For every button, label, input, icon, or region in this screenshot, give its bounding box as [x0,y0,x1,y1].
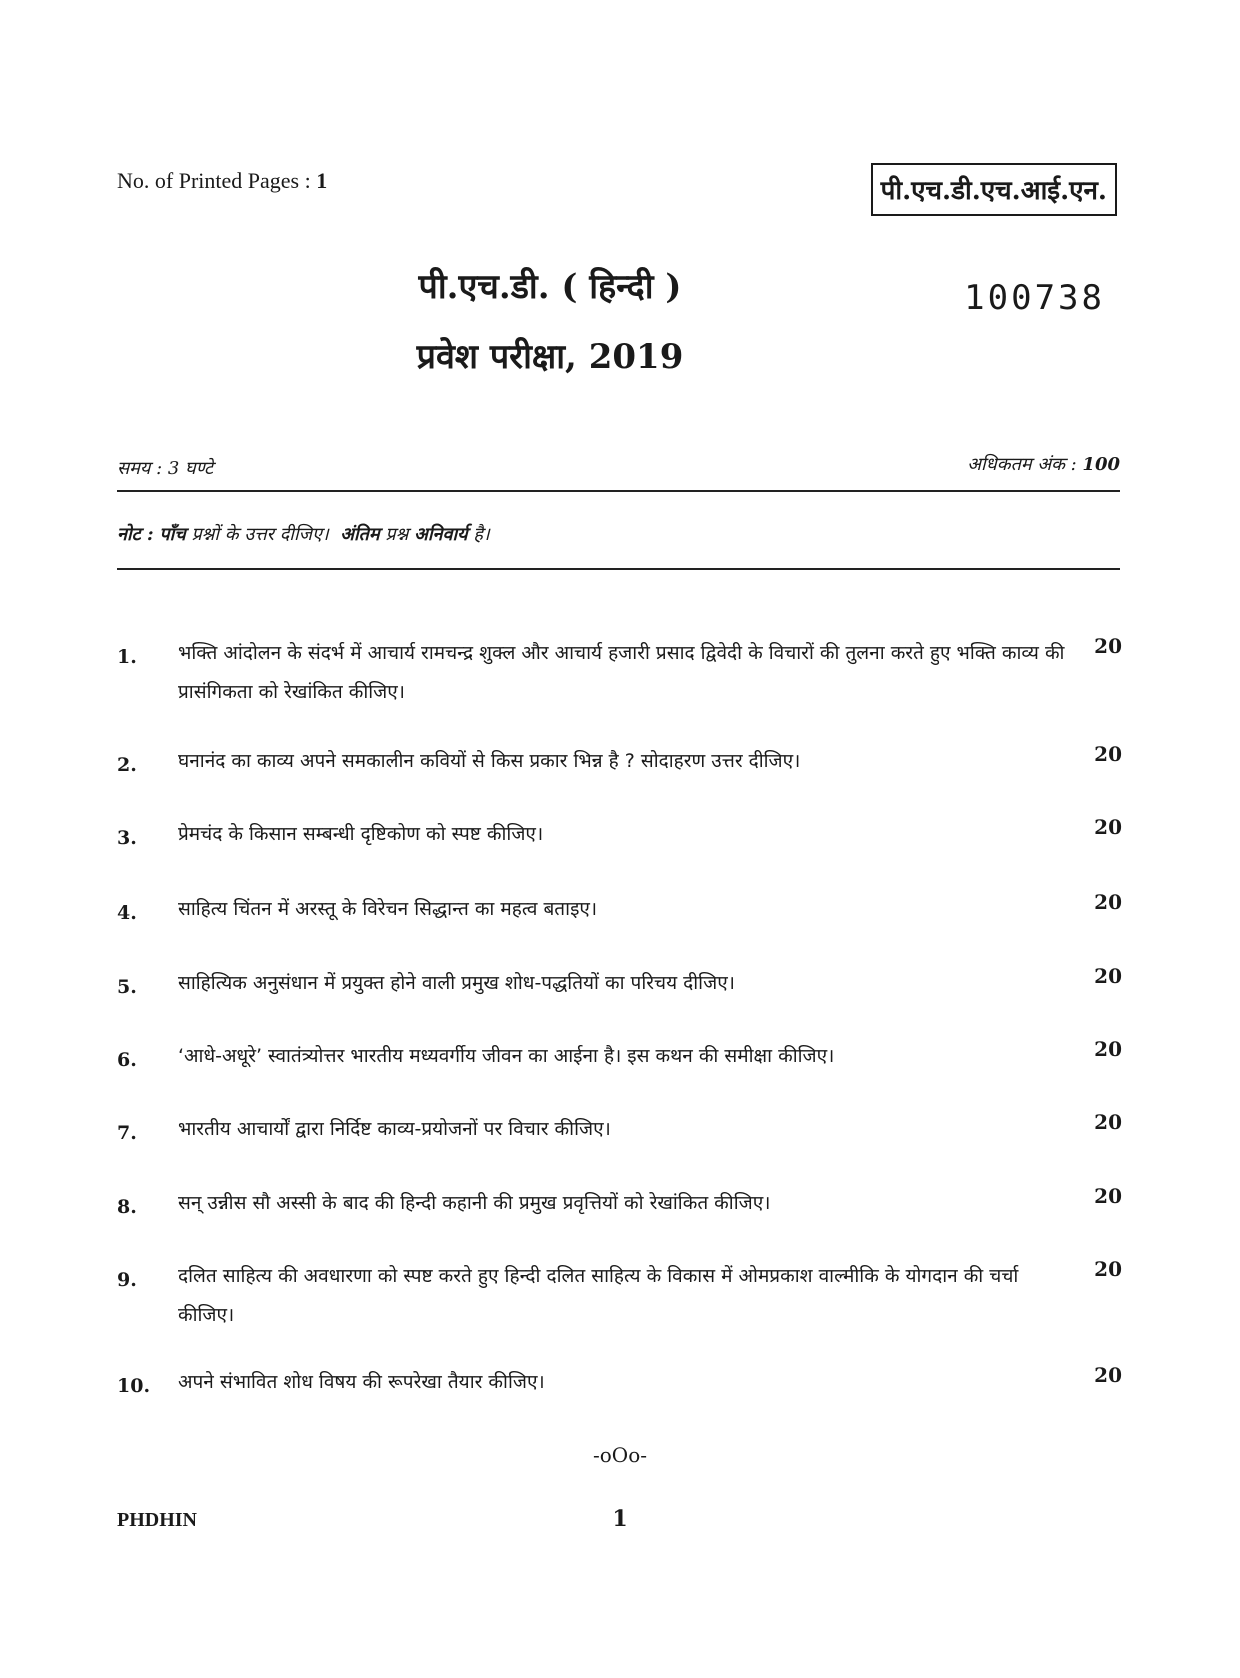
note-bold-2: अंतिम [340,524,380,545]
question-text: साहित्य चिंतन में अरस्तू के विरेचन सिद्धान्त का महत्व बताइए। [178,898,598,920]
question-marks: 20 [1094,1257,1122,1281]
question-number: 2. [117,754,137,776]
question-number: 3. [117,827,137,849]
maximum-marks [967,452,1120,476]
question-text: अपने संभावित शोध विषय की रूपरेखा तैयार कीजिए। [178,1371,545,1393]
question-marks: 20 [1094,890,1122,914]
note-bold-1: पाँच [159,524,186,545]
max-marks-label: अधिकतम अंक : [967,454,1077,475]
exam-title: पी.एच.डी. ( हिन्दी ) [418,267,682,307]
question-text: साहित्यिक अनुसंधान में प्रयुक्त होने वाली प्रमुख शोध-पद्धतियों का परिचय दीजिए। [178,972,735,994]
note-text-2: प्रश्न [385,524,409,545]
question-marks: 20 [1094,1110,1122,1134]
question-number: 9. [117,1269,137,1291]
exam-subtitle: प्रवेश परीक्षा, 2019 [416,337,684,377]
question-marks: 20 [1094,815,1122,839]
printed-pages-label: No. of Printed Pages : [117,168,311,193]
time-allowed: समय : 3 घण्टे [117,458,214,479]
question-text: ‘आधे-अधूरे’ स्वातंत्र्योत्तर भारतीय मध्यवर्गीय जीवन का आईना है। इस कथन की समीक्षा कीजिए। [178,1045,835,1067]
note-prefix: नोट : [117,524,154,545]
question-text: सन् उन्नीस सौ अस्सी के बाद की हिन्दी कहानी की प्रमुख प्रवृत्तियों को रेखांकित कीजिए। [178,1192,771,1214]
question-number: 5. [117,976,137,998]
question-number: 1. [117,646,137,668]
divider-bottom [117,568,1120,570]
printed-pages-count [117,168,327,194]
question-number: 7. [117,1122,137,1144]
page-number: 1 [612,1506,628,1532]
question-marks: 20 [1094,1363,1122,1387]
divider-top [117,490,1120,492]
printed-pages-value: 1 [316,168,328,193]
serial-number: 100738 [964,278,1105,318]
paper-code-box: पी.एच.डी.एच.आई.एन. [871,163,1117,216]
note-bold-3: अनिवार्य [414,524,468,545]
note-text-3: है। [473,524,490,545]
question-number: 8. [117,1196,137,1218]
question-marks: 20 [1094,964,1122,988]
question-marks: 20 [1094,634,1122,658]
question-marks: 20 [1094,742,1122,766]
question-number: 10. [117,1375,151,1397]
question-number: 6. [117,1049,137,1071]
footer-paper-code: PHDHIN [117,1509,197,1531]
question-text: प्रेमचंद के किसान सम्बन्धी दृष्टिकोण को स्पष्ट कीजिए। [178,823,544,845]
question-text: दलित साहित्य की अवधारणा को स्पष्ट करते हुए हिन्दी दलित साहित्य के विकास में ओमप्रकाश वाल्मीकि के योगदान की चर्चा कीजिए। [178,1265,1019,1326]
end-mark: -oOo- [593,1443,647,1467]
question-marks: 20 [1094,1037,1122,1061]
max-marks-value: 100 [1082,454,1120,475]
note-text-1: प्रश्नों के उत्तर दीजिए। [191,524,329,545]
question-marks: 20 [1094,1184,1122,1208]
question-number: 4. [117,902,137,924]
question-text: भक्ति आंदोलन के संदर्भ में आचार्य रामचन्द्र शुक्ल और आचार्य हजारी प्रसाद द्विवेदी के विचारों की तुलना करते हुए भक्ति काव्य की प्रासंगिकता को रेखांकित कीजिए। [178,642,1065,703]
instructions-note [117,522,490,546]
question-text: घनानंद का काव्य अपने समकालीन कवियों से किस प्रकार भिन्न है ? सोदाहरण उत्तर दीजिए। [178,750,801,772]
question-text: भारतीय आचार्यों द्वारा निर्दिष्ट काव्य-प्रयोजनों पर विचार कीजिए। [178,1118,611,1140]
